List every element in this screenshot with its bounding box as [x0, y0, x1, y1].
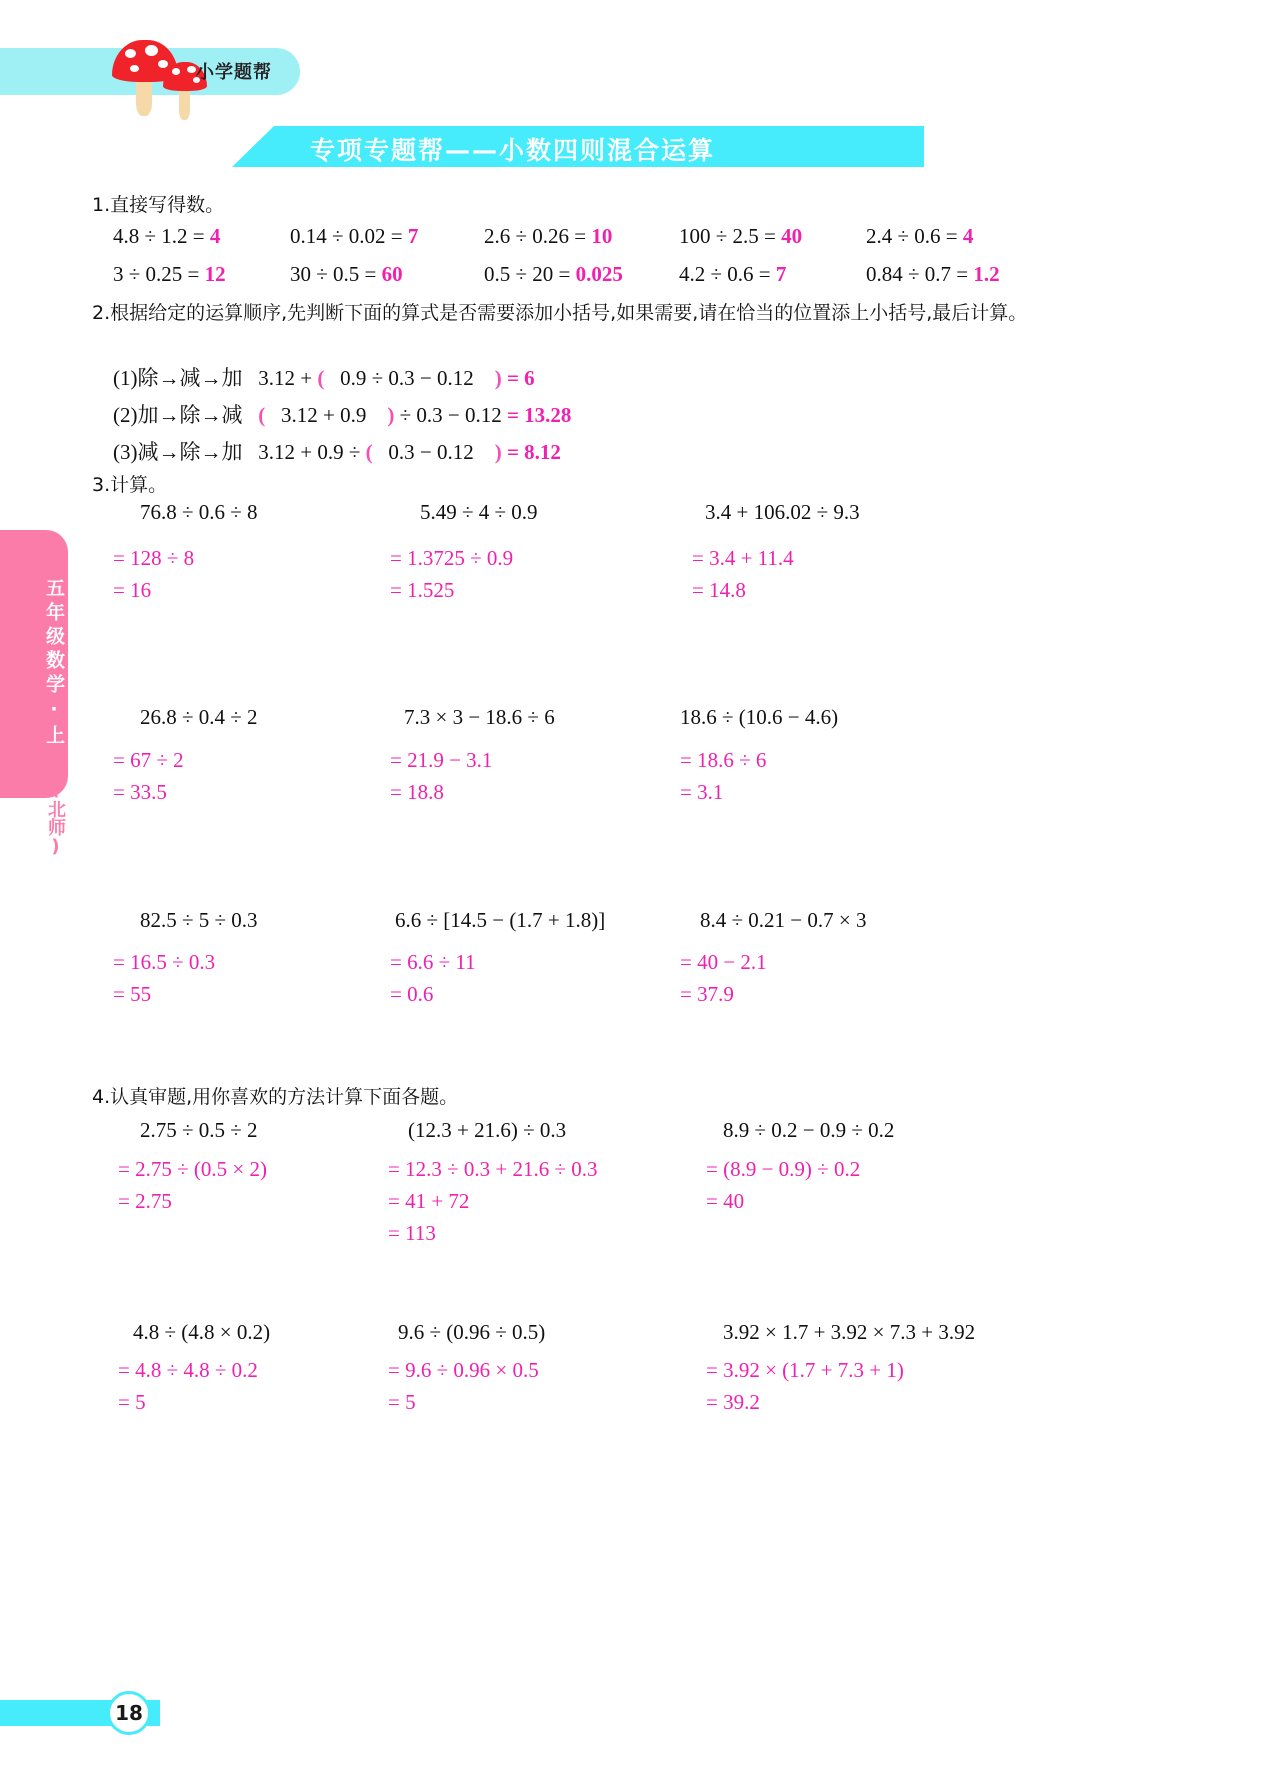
step-3-3-3-b: = 37.9: [680, 982, 734, 1006]
problem-2-1: [113, 362, 535, 392]
inserted-close-paren: ): [494, 440, 502, 464]
page-number: 18: [107, 1691, 151, 1735]
step-3-1-2-b: = 1.525: [390, 578, 455, 602]
problem-3-1-1: 76.8 ÷ 0.6 ÷ 8: [140, 500, 258, 524]
answer-text: 12: [204, 262, 226, 286]
step-4-2-2-a: = 9.6 ÷ 0.96 × 0.5: [388, 1358, 539, 1382]
step-4-1-1-a: = 2.75 ÷ (0.5 × 2): [118, 1157, 267, 1181]
problem-text: 4.2 ÷ 0.6 =: [679, 262, 771, 286]
answer-text: 7: [775, 262, 787, 286]
step-4-2-3-b: = 39.2: [706, 1390, 760, 1414]
step-3-2-1-b: = 33.5: [113, 780, 167, 804]
brand-label: 小学题帮: [196, 62, 272, 83]
inserted-open-paren: (: [258, 403, 266, 427]
step-3-3-2-a: = 6.6 ÷ 11: [390, 950, 476, 974]
answer-text: 10: [591, 224, 613, 248]
expression-pre: 3.12 + 0.9 ÷: [258, 440, 361, 464]
expression-inner: 0.9 ÷ 0.3 − 0.12: [340, 366, 474, 390]
problem-3-2-1: 26.8 ÷ 0.4 ÷ 2: [140, 705, 258, 729]
step-3-1-3-a: = 3.4 + 11.4: [692, 546, 794, 570]
exercise-3-prompt: 计算。: [110, 474, 168, 496]
problem-text: 0.5 ÷ 20 =: [484, 262, 571, 286]
step-4-2-2-b: = 5: [388, 1390, 416, 1414]
step-4-1-3-a: = (8.9 − 0.9) ÷ 0.2: [706, 1157, 861, 1181]
expression-inner: 3.12 + 0.9: [281, 403, 367, 427]
answer-text: 40: [781, 224, 803, 248]
problem-1-1-4: [679, 224, 802, 249]
problem-4-2-2: 9.6 ÷ (0.96 ÷ 0.5): [398, 1320, 546, 1344]
problem-4-2-1: 4.8 ÷ (4.8 × 0.2): [133, 1320, 271, 1344]
problem-1-2-2: [290, 262, 403, 287]
exercise-2-heading: [92, 294, 1142, 332]
grade-side-tab-label: 五年级数学·上: [43, 577, 65, 749]
expression-pre: 3.12 +: [258, 366, 313, 390]
answer-text: 1.2: [973, 262, 1000, 286]
exercise-3-number: 3.: [92, 474, 111, 496]
answer-text: = 13.28: [506, 403, 572, 427]
problem-1-1-1: [113, 224, 220, 249]
step-4-2-1-a: = 4.8 ÷ 4.8 ÷ 0.2: [118, 1358, 258, 1382]
order-label: (3)减→除→加: [113, 440, 243, 464]
answer-text: 4: [962, 224, 974, 248]
problem-1-2-5: [866, 262, 1000, 287]
inserted-close-paren: ): [494, 366, 502, 390]
exercise-4-prompt: 认真审题,用你喜欢的方法计算下面各题。: [110, 1086, 459, 1108]
problem-3-1-3: 3.4 + 106.02 ÷ 9.3: [705, 500, 860, 524]
inserted-open-paren: (: [365, 440, 373, 464]
exercise-1-prompt: 直接写得数。: [110, 194, 225, 216]
step-3-1-3-b: = 14.8: [692, 578, 746, 602]
problem-1-2-1: [113, 262, 226, 287]
step-3-3-1-b: = 55: [113, 982, 152, 1006]
problem-4-1-1: 2.75 ÷ 0.5 ÷ 2: [140, 1118, 258, 1142]
order-label: (2)加→除→减: [113, 403, 243, 427]
step-3-1-2-a: = 1.3725 ÷ 0.9: [390, 546, 514, 570]
page-title: 专项专题帮——小数四则混合运算: [310, 136, 716, 165]
answer-text: 0.025: [575, 262, 623, 286]
problem-text: 2.6 ÷ 0.26 =: [484, 224, 587, 248]
step-3-2-3-b: = 3.1: [680, 780, 724, 804]
step-3-1-1-b: = 16: [113, 578, 152, 602]
problem-1-2-4: [679, 262, 786, 287]
expression-post: ÷ 0.3 − 0.12: [399, 403, 502, 427]
problem-text: 3 ÷ 0.25 =: [113, 262, 200, 286]
inserted-close-paren: ): [387, 403, 395, 427]
problem-3-1-2: 5.49 ÷ 4 ÷ 0.9: [420, 500, 538, 524]
step-4-2-3-a: = 3.92 × (1.7 + 7.3 + 1): [706, 1358, 904, 1382]
problem-text: 0.84 ÷ 0.7 =: [866, 262, 969, 286]
answer-text: = 8.12: [506, 440, 561, 464]
problem-2-2: [113, 399, 571, 429]
step-3-2-3-a: = 18.6 ÷ 6: [680, 748, 767, 772]
step-4-1-2-b: = 41 + 72: [388, 1189, 470, 1213]
problem-text: 0.14 ÷ 0.02 =: [290, 224, 403, 248]
answer-text: 7: [407, 224, 419, 248]
step-3-1-1-a: = 128 ÷ 8: [113, 546, 195, 570]
exercise-2-prompt: 根据给定的运算顺序,先判断下面的算式是否需要添加小括号,如果需要,请在恰当的位置添上小括号,最后计算。: [110, 302, 1028, 324]
problem-text: 2.4 ÷ 0.6 =: [866, 224, 958, 248]
problem-2-3: [113, 436, 561, 466]
exercise-2-number: 2.: [92, 302, 111, 324]
step-3-2-1-a: = 67 ÷ 2: [113, 748, 184, 772]
exercise-1-number: 1.: [92, 194, 111, 216]
exercise-1-heading: [92, 190, 224, 217]
step-4-1-3-b: = 40: [706, 1189, 745, 1213]
problem-3-3-3: 8.4 ÷ 0.21 − 0.7 × 3: [700, 908, 867, 932]
problem-text: 100 ÷ 2.5 =: [679, 224, 776, 248]
answer-text: 4: [209, 224, 221, 248]
problem-text: 4.8 ÷ 1.2 =: [113, 224, 205, 248]
problem-3-3-1: 82.5 ÷ 5 ÷ 0.3: [140, 908, 258, 932]
inserted-open-paren: (: [317, 366, 325, 390]
step-3-2-2-a: = 21.9 − 3.1: [390, 748, 493, 772]
problem-1-1-3: [484, 224, 612, 249]
problem-3-2-2: 7.3 × 3 − 18.6 ÷ 6: [404, 705, 555, 729]
problem-1-2-3: [484, 262, 623, 287]
step-4-1-1-b: = 2.75: [118, 1189, 172, 1213]
problem-4-1-3: 8.9 ÷ 0.2 − 0.9 ÷ 0.2: [723, 1118, 895, 1142]
exercise-3-heading: [92, 470, 167, 497]
expression-inner: 0.3 − 0.12: [388, 440, 474, 464]
order-label: (1)除→减→加: [113, 366, 243, 390]
step-3-3-1-a: = 16.5 ÷ 0.3: [113, 950, 216, 974]
problem-text: 30 ÷ 0.5 =: [290, 262, 377, 286]
answer-text: 60: [381, 262, 403, 286]
problem-4-1-2: (12.3 + 21.6) ÷ 0.3: [408, 1118, 567, 1142]
problem-1-1-2: [290, 224, 418, 249]
exercise-4-number: 4.: [92, 1086, 111, 1108]
problem-3-3-2: 6.6 ÷ [14.5 − (1.7 + 1.8)]: [395, 908, 606, 932]
exercise-4-heading: [92, 1082, 458, 1109]
answer-text: = 6: [506, 366, 535, 390]
problem-3-2-3: 18.6 ÷ (10.6 − 4.6): [680, 705, 839, 729]
publisher-label: (北师): [45, 779, 66, 857]
step-4-1-2-a: = 12.3 ÷ 0.3 + 21.6 ÷ 0.3: [388, 1157, 598, 1181]
step-3-3-2-b: = 0.6: [390, 982, 434, 1006]
problem-4-2-3: 3.92 × 1.7 + 3.92 × 7.3 + 3.92: [723, 1320, 976, 1344]
step-3-2-2-b: = 18.8: [390, 780, 444, 804]
step-4-2-1-b: = 5: [118, 1390, 146, 1414]
problem-1-1-5: [866, 224, 973, 249]
step-3-3-3-a: = 40 − 2.1: [680, 950, 767, 974]
step-4-1-2-c: = 113: [388, 1221, 436, 1245]
